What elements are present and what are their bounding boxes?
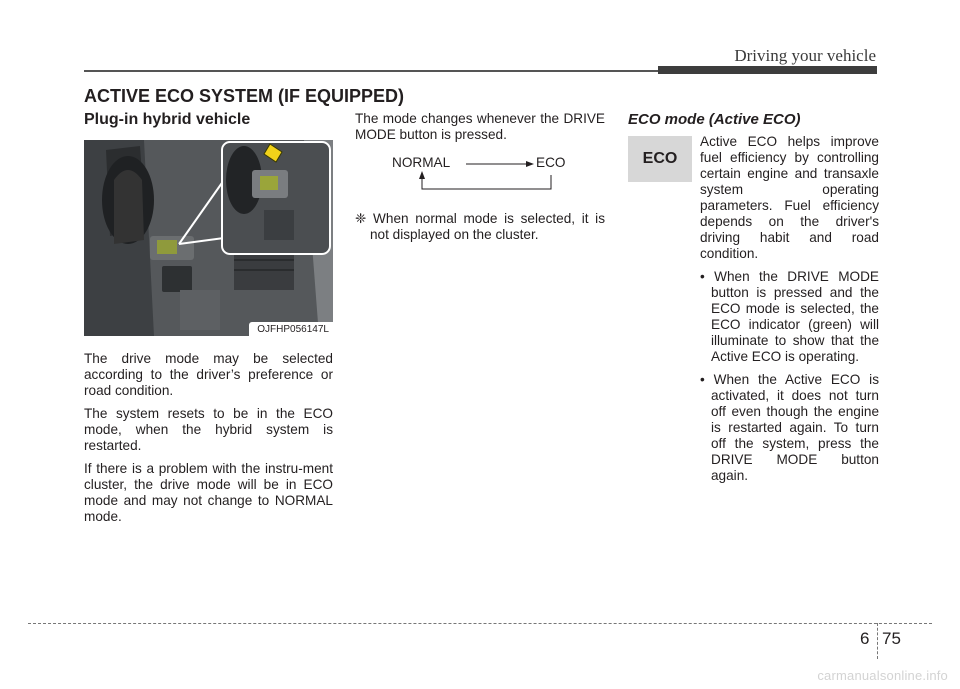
watermark: carmanualsonline.info bbox=[817, 668, 948, 683]
col1-body bbox=[84, 351, 333, 532]
flow-arrows bbox=[378, 155, 578, 195]
col3-description: Active ECO helps improve fuel efficiency by controlling certain engine and transaxle system operating parameters. Fuel efficiency depends on the driver's driving habit and road condition. bbox=[700, 134, 879, 261]
col3-body bbox=[700, 134, 879, 491]
mode-flow-diagram bbox=[378, 155, 578, 195]
console-photo bbox=[84, 140, 333, 336]
footer-rule bbox=[28, 623, 932, 624]
section-title: ACTIVE ECO SYSTEM (IF EQUIPPED) bbox=[84, 86, 405, 106]
header-rule bbox=[84, 70, 658, 72]
flow-from-label: NORMAL bbox=[392, 155, 451, 170]
col3-heading: ECO mode (Active ECO) bbox=[628, 111, 801, 128]
flow-to-label: ECO bbox=[536, 155, 566, 170]
col1-paragraph-2: The system resets to be in the ECO mode, when the hybrid system is restarted. bbox=[84, 406, 333, 453]
col2-intro: The mode changes whenever the DRIVE MODE button is pressed. bbox=[355, 111, 605, 142]
eco-indicator-icon: ECO bbox=[628, 136, 692, 182]
header-bar bbox=[658, 66, 877, 74]
col3-bullet-1: • When the DRIVE MODE button is pressed and the ECO mode is selected, the ECO indicator (green) will illuminate to show that the Active ECO is operating. bbox=[700, 269, 879, 364]
col2-note bbox=[355, 211, 605, 243]
chapter-number: 6 bbox=[860, 629, 870, 648]
page-number: 75 bbox=[882, 629, 901, 648]
col3-bullet-2: • When the Active ECO is activated, it does not turn off even though the engine is restarted again. To turn off the system, press the DRIVE MODE button again. bbox=[700, 372, 879, 483]
col1-paragraph-1: The drive mode may be selected according to the driver’s preference or road condition. bbox=[84, 351, 333, 398]
col1-paragraph-3: If there is a problem with the instru-ment cluster, the drive mode will be in ECO mode and may not change to NORMAL mode. bbox=[84, 461, 333, 524]
chapter-title: Driving your vehicle bbox=[734, 46, 876, 65]
cluster-note: ❈ When normal mode is selected, it is not displayed on the cluster. bbox=[355, 211, 605, 242]
col1-heading: Plug-in hybrid vehicle bbox=[84, 111, 251, 128]
gear-console-illustration bbox=[84, 140, 333, 336]
photo-caption: OJFHP056147L bbox=[249, 322, 333, 336]
page-number-separator bbox=[877, 623, 878, 659]
